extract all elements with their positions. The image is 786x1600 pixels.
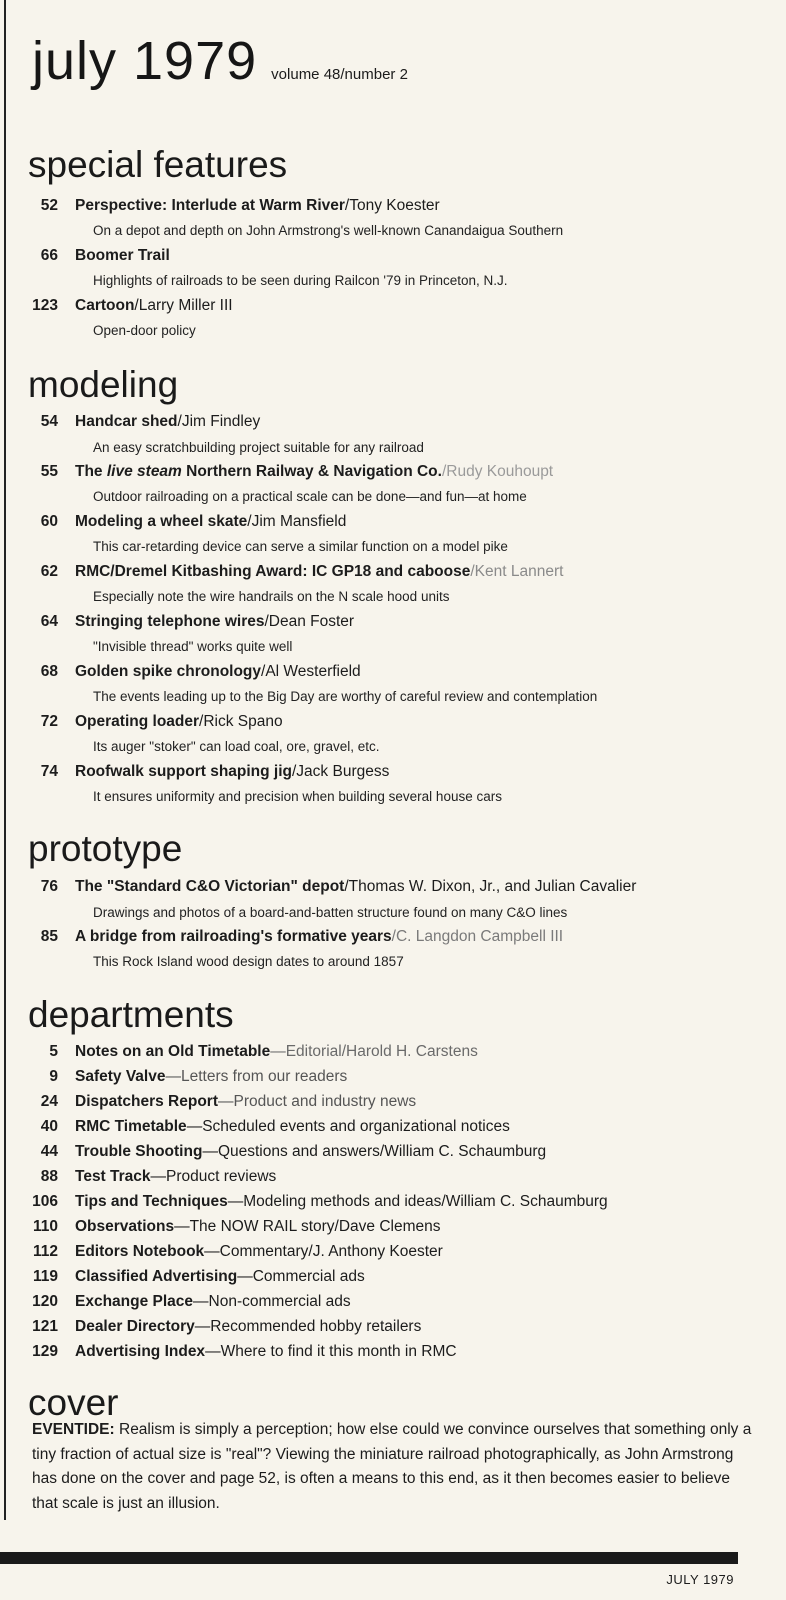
entry-description: An easy scratchbuilding project suitable for any railroad xyxy=(93,440,424,455)
entry-author: /Jim Mansfield xyxy=(247,513,347,530)
page-footer: JULY 1979 xyxy=(666,1572,734,1587)
page-number: 9 xyxy=(49,1068,58,1085)
entry-description: Drawings and photos of a board-and-batten structure found on many C&O lines xyxy=(93,905,568,920)
entry-description: This Rock Island wood design dates to around 1857 xyxy=(93,954,404,969)
page-number: 62 xyxy=(40,563,58,580)
entry-description: Open-door policy xyxy=(93,323,196,338)
entry-subtitle: —Product and industry news xyxy=(217,1093,417,1110)
entry-title: Roofwalk support shaping jig xyxy=(75,763,292,780)
entry-subtitle: —Recommended hobby retailers xyxy=(194,1318,422,1335)
page-number: 24 xyxy=(40,1093,58,1110)
section-heading-cover: cover xyxy=(28,1382,119,1423)
entry-title: The live steam Northern Railway & Navigation Co. xyxy=(75,463,442,480)
entry-subtitle: —Questions and answers/William C. Schaumburg xyxy=(202,1143,547,1160)
entry-author: /C. Langdon Campbell III xyxy=(391,928,564,945)
page-number: 64 xyxy=(40,613,58,630)
volume-number: volume 48/number 2 xyxy=(271,66,408,83)
entry-title: Editors Notebook xyxy=(75,1243,205,1260)
page-number: 110 xyxy=(32,1218,58,1235)
page-number: 72 xyxy=(40,713,58,730)
entry-subtitle: —Non-commercial ads xyxy=(193,1293,351,1310)
page-number: 76 xyxy=(40,878,58,895)
entry-subtitle: —The NOW RAIL story/Dave Clemens xyxy=(174,1218,441,1235)
page-number: 44 xyxy=(40,1143,58,1160)
entry-description: Its auger "stoker" can load coal, ore, gravel, etc. xyxy=(93,739,380,754)
entry-author: /Jack Burgess xyxy=(292,763,390,780)
entry-title: The "Standard C&O Victorian" depot xyxy=(75,878,345,895)
entry-description: On a depot and depth on John Armstrong's well-known Canandaigua Southern xyxy=(93,223,564,238)
entry-description: "Invisible thread" works quite well xyxy=(93,639,293,654)
page-number: 106 xyxy=(32,1193,58,1210)
entry-description: The events leading up to the Big Day are worthy of careful review and contemplation xyxy=(93,689,598,704)
entry-author: /Al Westerfield xyxy=(261,663,361,680)
entry-title: Cartoon xyxy=(75,297,135,314)
page-number: 40 xyxy=(40,1118,58,1135)
entry-description: Highlights of railroads to be seen during Railcon '79 in Princeton, N.J. xyxy=(93,273,508,288)
entry-title: Dispatchers Report xyxy=(75,1093,218,1110)
page-number: 54 xyxy=(40,413,58,430)
entry-author: /Kent Lannert xyxy=(470,563,564,580)
page-number: 60 xyxy=(40,513,58,530)
entry-title: Modeling a wheel skate xyxy=(75,513,248,530)
entry-title: Trouble Shooting xyxy=(75,1143,203,1160)
page-number: 74 xyxy=(40,763,58,780)
entry-title: Stringing telephone wires xyxy=(75,613,265,630)
entry-title: Advertising Index xyxy=(75,1343,206,1360)
cover-lead: EVENTIDE: xyxy=(32,1421,115,1438)
entry-title: Perspective: Interlude at Warm River xyxy=(75,197,345,214)
entry-subtitle: —Editorial/Harold H. Carstens xyxy=(270,1043,478,1060)
page-number: 55 xyxy=(40,463,58,480)
entry-title: Observations xyxy=(75,1218,175,1235)
entry-author: /Larry Miller III xyxy=(134,297,233,314)
footer-bar xyxy=(0,1552,738,1564)
entry-author: /Dean Foster xyxy=(264,613,355,630)
page-number: 66 xyxy=(40,247,58,264)
entry-title: Safety Valve xyxy=(75,1068,166,1085)
entry-title: Golden spike chronology xyxy=(75,663,262,680)
entry-title: Test Track xyxy=(75,1168,151,1185)
entry-subtitle: —Product reviews xyxy=(150,1168,277,1185)
entry-title: Notes on an Old Timetable xyxy=(75,1043,271,1060)
entry-title: Tips and Techniques xyxy=(75,1193,228,1210)
entry-description: Outdoor railroading on a practical scale can be done—and fun—at home xyxy=(93,489,527,504)
entry-author: /Rudy Kouhoupt xyxy=(441,463,554,480)
section-heading-prototype: prototype xyxy=(28,828,183,869)
section-heading-modeling: modeling xyxy=(28,364,179,405)
entry-title: Operating loader xyxy=(75,713,200,730)
entry-title: RMC/Dremel Kitbashing Award: IC GP18 and caboose xyxy=(75,563,471,580)
entry-title: Classified Advertising xyxy=(75,1268,238,1285)
entry-description: Especially note the wire handrails on the N scale hood units xyxy=(93,589,450,604)
entry-title: Handcar shed xyxy=(75,413,178,430)
page-number: 52 xyxy=(40,197,58,214)
cover-text: Realism is simply a perception; how else could we convince ourselves that something only a tiny fraction of actual size is "real"? Viewing the miniature railroad photographically, as John Armstrong has done on the cover and page 52, is often a means to this end, as it then becomes easier to believe that scale is just an illusion. xyxy=(32,1421,752,1512)
entry-subtitle: —Commercial ads xyxy=(237,1268,365,1285)
issue-date: july 1979 xyxy=(32,31,258,91)
entry-title: RMC Timetable xyxy=(75,1118,187,1135)
entry-subtitle: —Scheduled events and organizational notices xyxy=(186,1118,510,1135)
entry-subtitle: —Letters from our readers xyxy=(165,1068,348,1085)
page-number: 88 xyxy=(40,1168,58,1185)
page-number: 5 xyxy=(49,1043,58,1060)
section-heading-special-features: special features xyxy=(28,144,288,185)
entry-title: Exchange Place xyxy=(75,1293,194,1310)
page-number: 129 xyxy=(32,1343,58,1360)
page-number: 120 xyxy=(32,1293,58,1310)
page-number: 123 xyxy=(32,297,58,314)
page-number: 121 xyxy=(32,1318,58,1335)
page-number: 85 xyxy=(40,928,58,945)
entry-author: /Rick Spano xyxy=(199,713,283,730)
section-heading-departments: departments xyxy=(28,994,234,1035)
entry-subtitle: —Commentary/J. Anthony Koester xyxy=(204,1243,443,1260)
entry-author: /Thomas W. Dixon, Jr., and Julian Cavalier xyxy=(344,878,637,895)
left-border-rule xyxy=(4,0,6,1520)
page-number: 68 xyxy=(40,663,58,680)
page-number: 119 xyxy=(32,1268,58,1285)
entry-description: This car-retarding device can serve a similar function on a model pike xyxy=(93,539,508,554)
entry-title: A bridge from railroading's formative years xyxy=(75,928,392,945)
entry-author: /Tony Koester xyxy=(344,197,440,214)
entry-subtitle: —Where to find it this month in RMC xyxy=(205,1343,457,1360)
cover-caption xyxy=(32,1418,754,1516)
entry-title: Boomer Trail xyxy=(75,247,170,264)
entry-author: /Jim Findley xyxy=(177,413,261,430)
entry-title: Dealer Directory xyxy=(75,1318,195,1335)
entry-subtitle: —Modeling methods and ideas/William C. Schaumburg xyxy=(227,1193,608,1210)
entry-description: It ensures uniformity and precision when building several house cars xyxy=(93,789,502,804)
page-number: 112 xyxy=(32,1243,58,1260)
issue-header xyxy=(32,30,408,92)
